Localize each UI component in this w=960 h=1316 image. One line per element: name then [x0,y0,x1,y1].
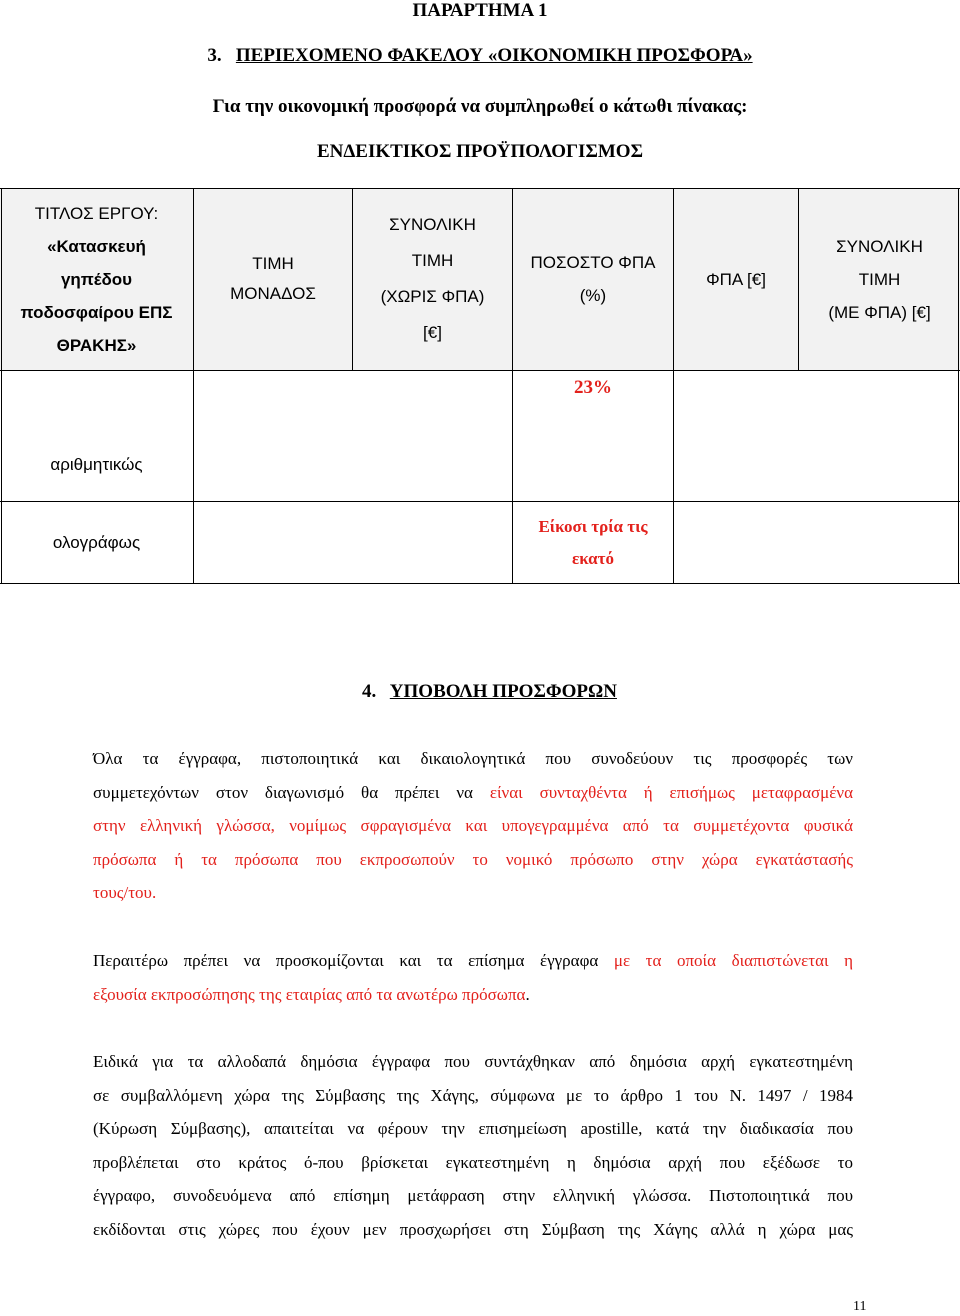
p3-line-6: εκδίδονται στις χώρες που έχουν μεν προσχωρήσει στη Σύμβαση της Χάγης αλλά η χώρα μας [93,1219,853,1239]
vat-amount-label: ΦΠΑ [€] [706,269,766,289]
section-3-heading [0,44,960,68]
p3-line-4: προβλέπεται στο κράτος ό-που βρίσκεται εγκατεστημένη η δημόσια αρχή που εξέδωσε το [93,1152,853,1172]
project-name-line-3: ποδοσφαίρου ΕΠΣ [20,302,173,322]
vat-percent-line-1: ΠΟΣΟΣΤΟ ΦΠΑ [530,253,656,272]
table-row-divider [0,501,960,502]
p1-line-1: Όλα τα έγγραφα, πιστοποιητικά και δικαιολογητικά που συνοδεύουν τις προσφορές των [93,749,853,768]
p2-line-1-red: με τα οποία διαπιστώνεται η [613,951,853,970]
p1-line-2-black: συμμετεχόντων στον διαγωνισμό θα πρέπει να [93,782,490,802]
header-unit-price-cell [194,188,352,370]
paragraph-apostille [93,1045,853,1247]
p2-line-2-red: εξουσία εκπροσώπησης της εταιρίας από τα ανωτέρω πρόσωπα [93,984,526,1004]
p2-line-1-black: Περαιτέρω πρέπει να προσκομίζονται και τα επίσημα έγγραφα [93,951,614,970]
p2-line-2-black: . [525,984,530,1004]
p2-line-1 [93,944,853,978]
row-words-vat [513,502,673,584]
table-col-divider-1 [193,188,194,584]
total-no-vat-line-2: ΤΙΜΗ [411,251,454,270]
section-4-heading [362,680,617,704]
paragraph-documents-language [93,742,853,910]
table-col-divider-4 [673,188,674,584]
page-number: 11 [853,1299,867,1314]
p1-line-3: στην ελληνική γλώσσα, νομίμως σφραγισμένα και υπογεγραμμένα από τα συμμετέχοντα φυσικά [93,816,853,836]
row-numeric-label: αριθμητικώς [50,455,143,474]
row-words-vat-line-1: Είκοσι τρία τις [538,517,648,536]
project-name-line-4: ΘΡΑΚΗΣ» [56,335,137,355]
p1-line-2 [93,776,853,810]
p3-line-3: (Κύρωση Σύμβασης), απαιτείται να φέρουν την επισημείωση apostille, κατά την διαδικασία που [93,1119,853,1139]
table-header-divider [0,370,960,371]
header-project-title-cell [0,188,193,370]
section-4-title: ΥΠΟΒΟΛΗ ΠΡΟΣΦΟΡΩΝ [389,681,617,702]
p3-line-5: έγγραφο, συνοδευόμενα από επίσημη μετάφραση στην ελληνική γλώσσα. Πιστοποιητικά που [93,1186,853,1206]
project-name-line-2: γηπέδου [60,269,133,289]
annex-title: ΠΑΡΑΡΤΗΜΑ 1 [412,0,548,21]
total-with-vat-line-2: ΤΙΜΗ [858,269,901,289]
section-3-number: 3. [207,45,222,66]
p3-line-1: Ειδικά για τα αλλοδαπά δημόσια έγγραφα που συντάχθηκαν από δημόσια αρχή εγκατεστημένη [93,1052,853,1071]
total-no-vat-line-1: ΣΥΝΟΛΙΚΗ [389,215,476,234]
row-words-label: ολογράφως [52,533,141,552]
total-with-vat-line-1: ΣΥΝΟΛΙΚΗ [836,236,923,256]
p1-line-2-red: είναι συνταχθέντα ή επισήμως μεταφρασμένα [489,782,853,802]
project-label: ΤΙΤΛΟΣ ΕΡΓΟΥ: [34,203,159,223]
unit-price-line-2: ΜΟΝΑΔΟΣ [230,284,316,303]
table-border-left [1,188,2,584]
p3-line-2: σε συμβαλλόμενη χώρα της Σύμβασης της Χάγης, σύμφωνα με το άρθρο 1 του Ν. 1497 / 1984 [93,1085,853,1105]
total-with-vat-line-3: (ΜΕ ΦΠΑ) [€] [828,302,931,322]
budget-table [0,188,960,584]
header-vat-amount-cell [674,188,798,370]
section-4-number: 4. [362,681,377,702]
vat-percent-line-2: (%) [579,286,607,305]
table-border-bottom [0,583,960,584]
project-name-line-1: «Κατασκευή [47,236,146,256]
p2-line-2 [93,978,853,1012]
section-3-title: ΠΕΡΙΕΧΟΜΕΝΟ ΦΑΚΕΛΟΥ «ΟΙΚΟΝΟΜΙΚΗ ΠΡΟΣΦΟΡΑ» [235,45,753,66]
header-vat-percent-cell [513,188,673,370]
table-col-divider-3 [512,188,513,584]
total-no-vat-line-3: (ΧΩΡΙΣ ΦΠΑ) [380,287,485,306]
table-border-right [958,188,959,584]
table-col-divider-5 [798,188,799,371]
table-col-divider-2 [352,188,353,371]
row-words-vat-line-2: εκατό [571,549,615,568]
table-instruction: Για την οικονομική προσφορά να συμπληρωθεί ο κάτωθι πίνακας: [212,96,748,117]
p1-line-4: πρόσωπα ή τα πρόσωπα που εκπροσωπούν το νομικό πρόσωπο στην χώρα εγκατάστασής [93,849,853,869]
header-total-no-vat-cell [353,188,512,370]
p1-line-5: τους/του. [93,883,157,903]
paragraph-representation [93,944,853,1011]
header-total-with-vat-cell [799,188,960,370]
unit-price-line-1: ΤΙΜΗ [252,254,294,273]
table-border-top [0,188,960,189]
total-no-vat-line-4: [€] [423,323,442,342]
row-numeric-vat: 23% [574,377,612,398]
budget-title: ΕΝΔΕΙΚΤΙΚΟΣ ΠΡΟΫΠΟΛΟΓΙΣΜΟΣ [316,141,644,162]
